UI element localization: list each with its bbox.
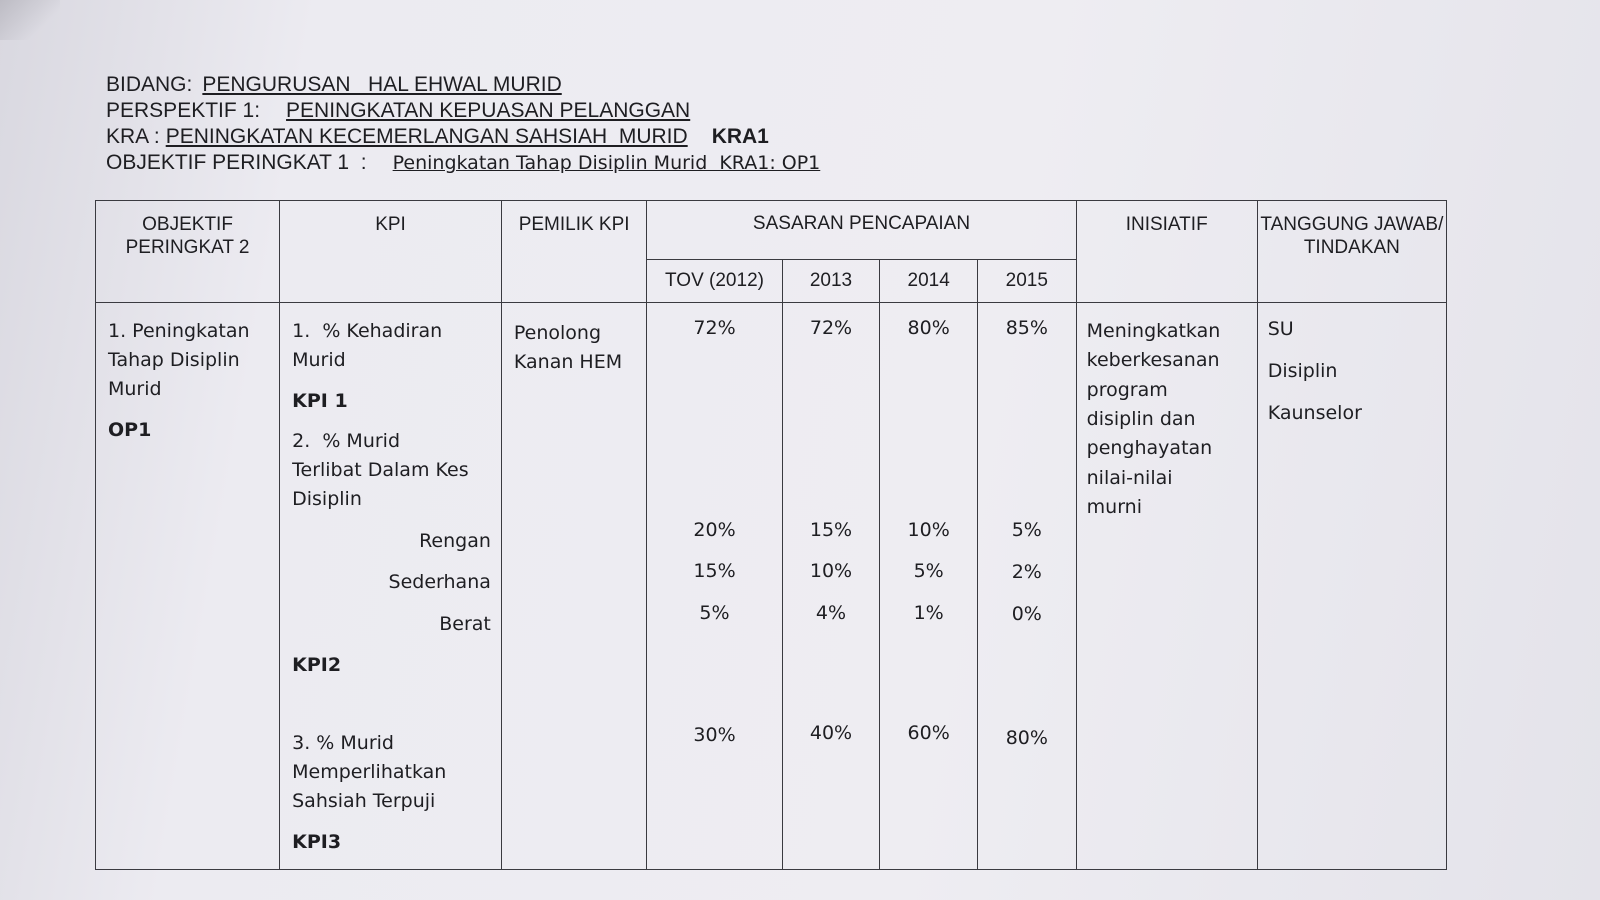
kpi3-line2: Memperlihatkan xyxy=(292,761,447,783)
target-value: 85% xyxy=(1005,317,1048,339)
kpi-table xyxy=(95,200,1447,870)
document-header xyxy=(106,72,820,176)
kpi3-line3: Sahsiah Terpuji xyxy=(292,790,436,812)
objektif-code: OP1 xyxy=(108,419,152,441)
objektif-line3: Murid xyxy=(108,378,162,400)
kra-value: PENINGKATAN KECEMERLANGAN SAHSIAH MURID xyxy=(165,125,688,148)
col-header-kpi: KPI xyxy=(280,201,502,303)
target-value: 5% xyxy=(1011,519,1042,541)
bidang-line xyxy=(106,72,820,98)
col-header-2013: 2013 xyxy=(782,260,880,303)
col-header-inisiatif: INISIATIF xyxy=(1076,201,1257,303)
target-value: 5% xyxy=(699,602,730,624)
inisiatif-line: program xyxy=(1086,379,1168,401)
tanggung-su: SU xyxy=(1267,318,1294,340)
inisiatif-line: nilai-nilai xyxy=(1086,467,1173,489)
target-cell-2014 xyxy=(880,303,978,870)
kpi1-line1: 1. % Kehadiran xyxy=(292,320,443,342)
col-header-sasaran: SASARAN PENCAPAIAN xyxy=(647,201,1076,260)
page-corner-shadow xyxy=(0,0,60,40)
target-cell-tov xyxy=(647,303,782,870)
objektif-line2: Tahap Disiplin xyxy=(108,349,240,371)
target-value: 15% xyxy=(809,519,853,541)
col-header-pemilik: PEMILIK KPI xyxy=(501,201,646,303)
target-cell-2015 xyxy=(977,303,1076,870)
kpi2-sub-rengan: Rengan xyxy=(419,530,491,552)
perspektif-label: PERSPEKTIF 1: xyxy=(106,99,261,122)
pemilik-cell xyxy=(501,303,646,870)
tanggung-disiplin: Disiplin xyxy=(1267,360,1338,382)
objektif-line xyxy=(106,150,820,176)
kra-code: KRA1 xyxy=(711,125,769,148)
kpi2-sub-sederhana: Sederhana xyxy=(388,571,491,593)
target-value: 15% xyxy=(693,560,736,582)
bidang-label: BIDANG: xyxy=(106,73,193,96)
objektif-line1: 1. Peningkatan xyxy=(108,320,250,342)
target-value: 10% xyxy=(907,519,950,541)
kpi3-line1: 3. % Murid xyxy=(292,732,394,754)
kpi2-sub-berat: Berat xyxy=(439,613,491,635)
target-value: 72% xyxy=(693,317,736,339)
kpi3-code: KPI3 xyxy=(292,831,342,853)
kpi2-line1: 2. % Murid xyxy=(292,430,401,452)
inisiatif-line: disiplin dan xyxy=(1086,408,1196,430)
target-value: 30% xyxy=(693,724,736,746)
col-header-objektif: OBJEKTIF PERINGKAT 2 xyxy=(96,201,280,303)
perspektif-value: PENINGKATAN KEPUASAN PELANGGAN xyxy=(286,99,691,122)
kpi2-line3: Disiplin xyxy=(292,488,362,510)
target-value: 60% xyxy=(907,722,950,744)
bidang-value: PENGURUSAN HAL EHWAL MURID xyxy=(202,73,562,96)
pemilik-line1: Penolong xyxy=(513,322,602,344)
target-value: 1% xyxy=(913,602,944,624)
inisiatif-line: keberkesanan xyxy=(1086,349,1220,371)
kra-label: KRA : xyxy=(106,125,160,148)
inisiatif-line: penghayatan xyxy=(1086,437,1213,459)
target-cell-2013 xyxy=(782,303,880,870)
target-value: 20% xyxy=(693,519,736,541)
target-value: 80% xyxy=(1005,727,1048,749)
target-value: 5% xyxy=(913,560,944,582)
perspektif-line xyxy=(106,98,820,124)
tanggung-kaunselor: Kaunselor xyxy=(1267,402,1362,424)
col-header-2015: 2015 xyxy=(977,260,1076,303)
col-header-tanggung: TANGGUNG JAWAB/ TINDAKAN xyxy=(1257,201,1446,303)
col-header-tov: TOV (2012) xyxy=(647,260,782,303)
target-value: 10% xyxy=(809,560,853,582)
table-row xyxy=(96,303,1447,870)
tanggung-cell xyxy=(1257,303,1446,870)
inisiatif-line: Meningkatkan xyxy=(1086,320,1221,342)
target-value: 40% xyxy=(809,722,853,744)
kpi2-code: KPI2 xyxy=(292,654,342,676)
pemilik-line2: Kanan HEM xyxy=(513,351,623,373)
target-value: 72% xyxy=(809,317,853,339)
target-value: 4% xyxy=(815,602,847,624)
inisiatif-line: murni xyxy=(1086,496,1142,518)
kpi1-line2: Murid xyxy=(292,349,346,371)
col-header-2014: 2014 xyxy=(880,260,978,303)
target-value: 80% xyxy=(907,317,950,339)
kpi-cell xyxy=(280,303,502,870)
target-value: 0% xyxy=(1011,603,1042,625)
kra-line xyxy=(106,124,820,150)
kpi2-line2: Terlibat Dalam Kes xyxy=(292,459,469,481)
header-row-1 xyxy=(96,201,1447,260)
objektif-value: Peningkatan Tahap Disiplin Murid KRA1: OP1 xyxy=(392,152,821,174)
objektif-label: OBJEKTIF PERINGKAT 1 : xyxy=(106,151,367,174)
target-value: 2% xyxy=(1011,561,1042,583)
inisiatif-cell xyxy=(1076,303,1257,870)
objektif-cell xyxy=(96,303,280,870)
kpi1-code: KPI 1 xyxy=(292,390,348,412)
